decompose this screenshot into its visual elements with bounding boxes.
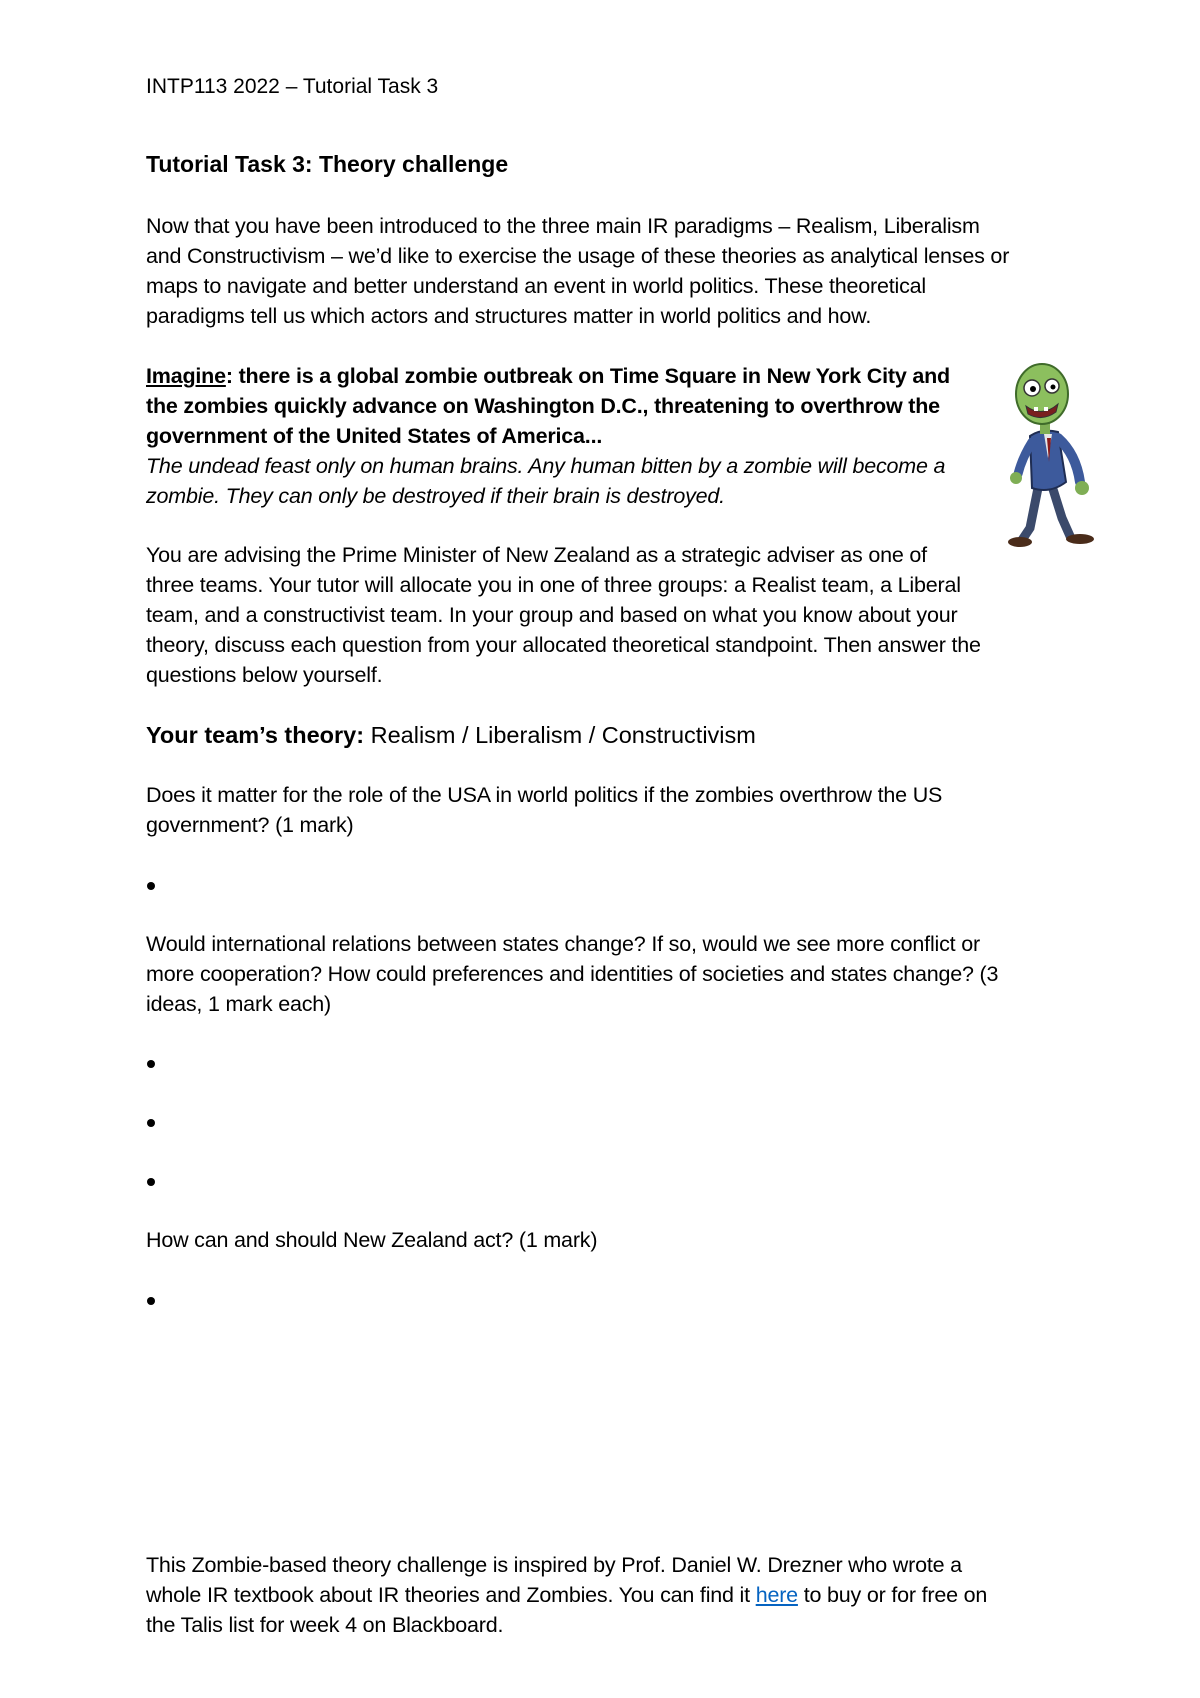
scenario-text: : there is a global zombie outbreak on Time Square in New York City and — [225, 364, 950, 388]
answer-bullet[interactable] — [147, 882, 155, 890]
question-line: Would international relations between states change? If so, would we see more conflict or — [146, 932, 980, 956]
question-line: more cooperation? How could preferences and identities of societies and states change? (3 — [146, 962, 999, 986]
advising-line: team, and a constructivist team. In your group and based on what you know about your — [146, 603, 958, 627]
footer-line: the Talis list for week 4 on Blackboard. — [146, 1613, 504, 1637]
team-theory-options: Realism / Liberalism / Constructivism — [364, 722, 756, 748]
question-2 — [146, 929, 1066, 1019]
question-line: How can and should New Zealand act? (1 mark) — [146, 1228, 598, 1252]
team-theory-label: Your team’s theory: — [146, 722, 365, 748]
question-1 — [146, 780, 1066, 840]
question-3 — [146, 1225, 1066, 1255]
intro-line: maps to navigate and better understand an event in world politics. These theoretical — [146, 274, 926, 298]
imagine-label: Imagine — [146, 364, 226, 388]
question-line: ideas, 1 mark each) — [146, 992, 332, 1016]
advising-line: theory, discuss each question from your allocated theoretical standpoint. Then answer the — [146, 633, 981, 657]
team-theory-line — [146, 719, 756, 751]
answer-bullet[interactable] — [147, 1060, 155, 1068]
imagine-scenario — [146, 361, 986, 511]
answer-bullet[interactable] — [147, 1119, 155, 1127]
advising-line: You are advising the Prime Minister of New Zealand as a strategic adviser as one of — [146, 543, 927, 567]
intro-line: Now that you have been introduced to the three main IR paradigms – Realism, Liberalism — [146, 214, 980, 238]
textbook-link[interactable]: here — [755, 1583, 798, 1607]
footer-text: whole IR textbook about IR theories and Zombies. You can find it — [146, 1583, 756, 1607]
advising-line: three teams. Your tutor will allocate you in one of three groups: a Realist team, a Liberal — [146, 573, 961, 597]
scenario-line — [146, 361, 986, 391]
answer-bullet[interactable] — [147, 1297, 155, 1305]
footer-line: This Zombie-based theory challenge is inspired by Prof. Daniel W. Drezner who wrote a — [146, 1553, 962, 1577]
footer-line — [146, 1580, 1066, 1610]
question-line: government? (1 mark) — [146, 813, 354, 837]
intro-line: paradigms tell us which actors and structures matter in world politics and how. — [146, 304, 872, 328]
scenario-note: zombie. They can only be destroyed if their brain is destroyed. — [146, 484, 725, 508]
scenario-line: the zombies quickly advance on Washington D.C., threatening to overthrow the — [146, 394, 940, 418]
question-line: Does it matter for the role of the USA in world politics if the zombies overthrow the US — [146, 783, 943, 807]
page-header: INTP113 2022 – Tutorial Task 3 — [146, 75, 439, 98]
scenario-line: government of the United States of America... — [146, 424, 603, 448]
advising-paragraph — [146, 540, 1066, 690]
footer-note — [146, 1550, 1066, 1640]
zombie-illustration — [1000, 358, 1100, 550]
footer-text: to buy or for free on — [797, 1583, 988, 1607]
intro-paragraph — [146, 211, 1076, 331]
page-title: Tutorial Task 3: Theory challenge — [146, 151, 509, 177]
scenario-note: The undead feast only on human brains. Any human bitten by a zombie will become a — [146, 454, 946, 478]
answer-bullet[interactable] — [147, 1178, 155, 1186]
advising-line: questions below yourself. — [146, 663, 383, 687]
intro-line: and Constructivism – we’d like to exercise the usage of these theories as analytical lenses or — [146, 244, 1010, 268]
